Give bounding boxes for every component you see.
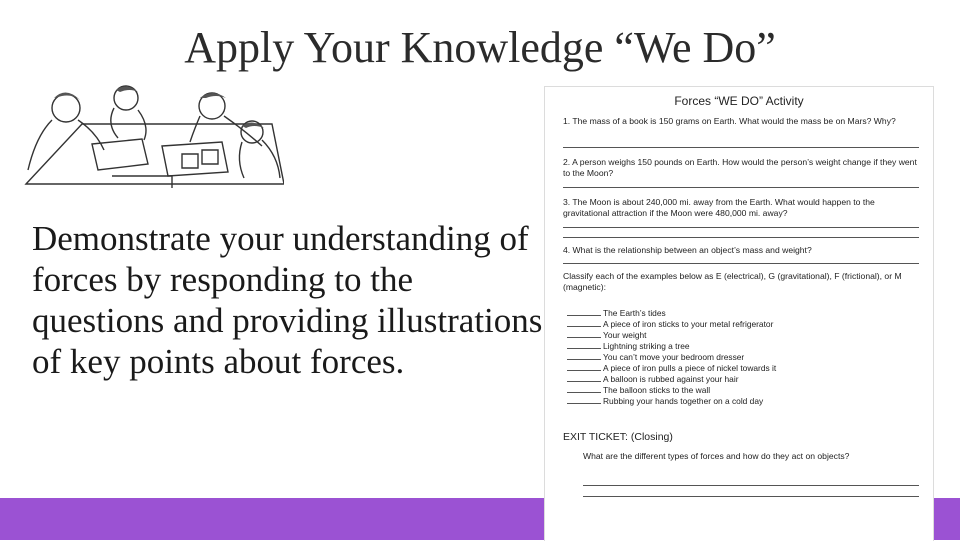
classify-example: A piece of iron sticks to your metal refrigerator [567, 319, 907, 329]
classify-example: A balloon is rubbed against your hair [567, 374, 907, 384]
classify-example: The balloon sticks to the wall [567, 385, 907, 395]
answer-line [563, 263, 919, 264]
exit-ticket-label: EXIT TICKET: (Closing) [563, 431, 673, 443]
exit-ticket-question: What are the different types of forces and how do they act on objects? [583, 451, 850, 461]
slide-body-text: Demonstrate your understanding of forces by responding to the questions and providing illustrations of key points about forces. [32, 219, 543, 381]
worksheet-question-2: 2. A person weighs 150 pounds on Earth. How would the person’s weight change if they went to the Moon? [563, 157, 917, 178]
worksheet-question-4: 4. What is the relationship between an object’s mass and weight? [563, 245, 812, 255]
classify-example: You can’t move your bedroom dresser [567, 352, 907, 362]
answer-line [563, 227, 919, 228]
answer-line [563, 187, 919, 188]
classify-example: Rubbing your hands together on a cold day [567, 396, 907, 406]
answer-line [583, 496, 919, 497]
classify-example: Lightning striking a tree [567, 341, 907, 351]
slide-title: Apply Your Knowledge “We Do” [184, 23, 776, 72]
classify-instructions: Classify each of the examples below as E (electrical), G (gravitational), F (frictional), or M (magnetic): [563, 271, 902, 292]
worksheet-title: Forces “WE DO” Activity [674, 94, 804, 108]
answer-line [563, 147, 919, 148]
answer-line [563, 237, 919, 238]
worksheet-question-3: 3. The Moon is about 240,000 mi. away from the Earth. What would happen to the gravitational attraction if the Moon were 480,000 mi. away? [563, 197, 875, 218]
classify-example: Your weight [567, 330, 907, 340]
worksheet-image [544, 86, 934, 541]
classify-example: A piece of iron pulls a piece of nickel towards it [567, 363, 907, 373]
worksheet-question-1: 1. The mass of a book is 150 grams on Earth. What would the mass be on Mars? Why? [563, 116, 896, 126]
answer-line [583, 485, 919, 486]
classify-example: The Earth’s tides [567, 308, 907, 318]
students-sketch-illustration [22, 84, 284, 190]
